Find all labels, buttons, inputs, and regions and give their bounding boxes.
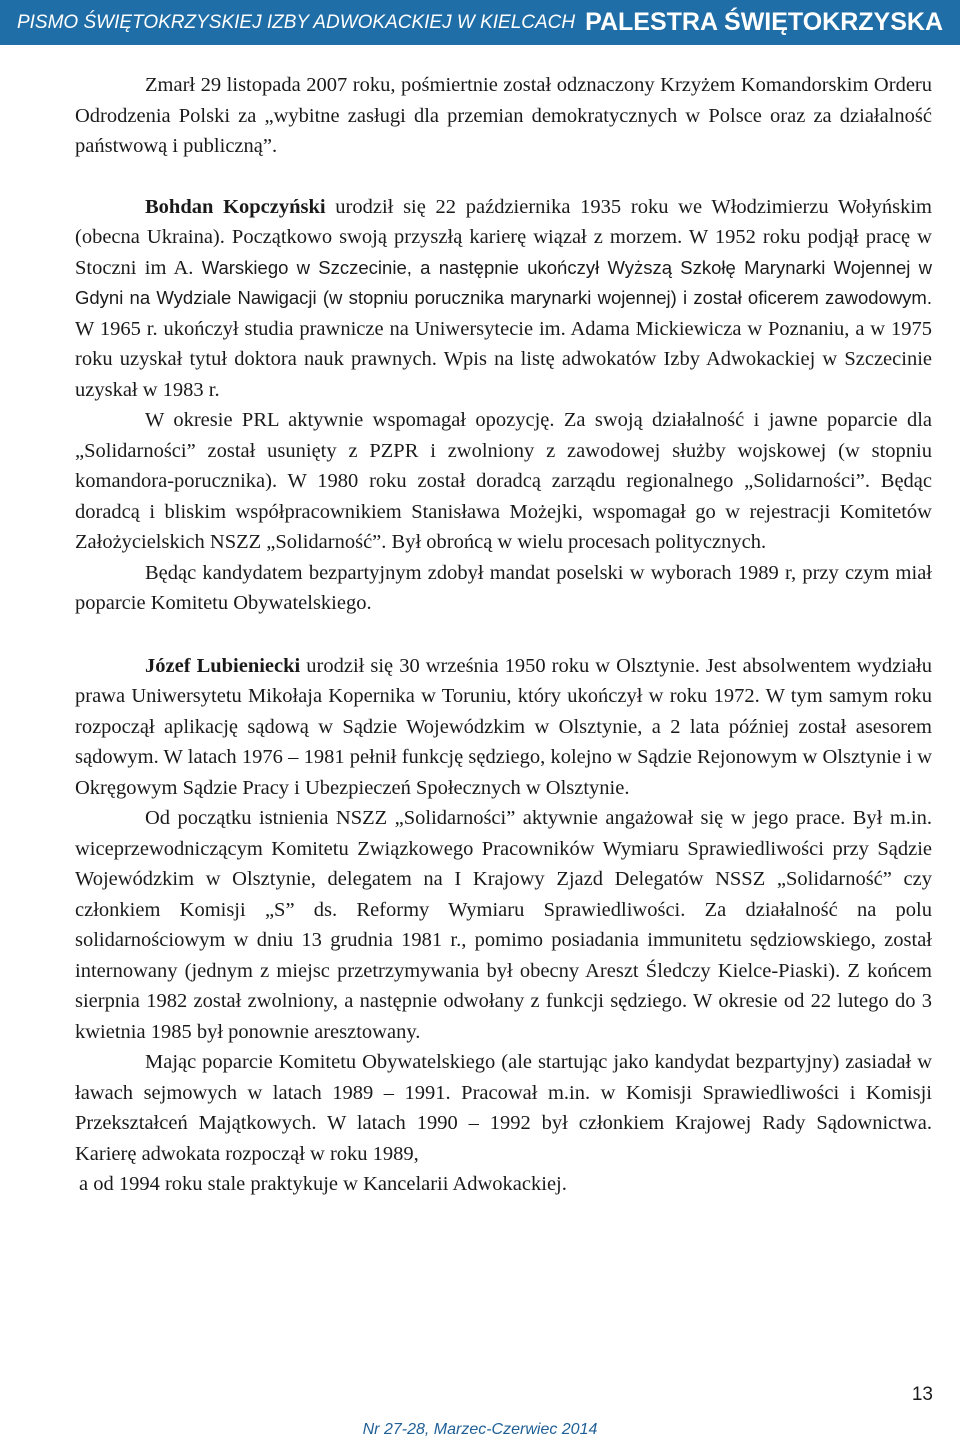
paragraph-death-award: Zmarł 29 listopada 2007 roku, pośmiertnie został odznaczony Krzyżem Komandorskim Orderu Odrodzenia Polski za „wybitne zasługi dla przemian demokratycznych w Polsce oraz za działalność państwową i publiczną”. <box>75 74 932 157</box>
paragraph-kopczynski-mandate: Będąc kandydatem bezpartyjnym zdobył mandat poselski w wyborach 1989 r, przy czym miał poparcie Komitetu Obywatelskiego. <box>75 561 932 614</box>
paragraph-lubieniecki-bio <box>75 651 932 804</box>
bio-text: urodził się 30 września 1950 roku w Olsztynie. Jest absolwentem wydziału prawa Uniwersytetu Mikołaja Kopernika w Toruniu, który ukończył w roku 1972. W tym samym roku rozpoczął aplikację sądową w Sądzie Wojewódzkim w Olsztynie, a 2 lata później został asesorem sądowym. W latach 1976 – 1981 pełnił funkcję sędziego, kolejno w Sądzie Rejonowym w Olsztynie i w Okręgowym Sądzie Pracy i Ubezpieczeń Społecznych w Olsztynie. <box>75 654 932 799</box>
paragraph-kopczynski-opposition: W okresie PRL aktywnie wspomagał opozycję. Za swoją działalność i jawne poparcie dla „Solidarności” został usunięty z PZPR i zwolniony z zawodowej służby wojskowej (w stopniu komandora-porucznika). W 1980 roku został doradcą zarządu regionalnego „Solidarności”. Będąc doradcą i bliskim współpracownikiem Stanisława Możejki, wspomagał go w rejestracji Komitetów Założycielskich NSZZ „Solidarność”. Był obrońcą w wielu procesach politycznych. <box>75 409 932 553</box>
paragraph-lubieniecki-practice: a od 1994 roku stale praktykuje w Kancelarii Adwokackiej. <box>79 1173 567 1195</box>
page-number: 13 <box>911 1384 933 1405</box>
paragraph-kopczynski-bio <box>75 192 932 406</box>
paragraph-lubieniecki-sejm: Mając poparcie Komitetu Obywatelskiego (ale startując jako kandydat bezpartyjny) zasiadał w ławach sejmowych w latach 1989 – 1991. Pracował m.in. w Komisji Sprawiedliwości i Komisji Przekształceń Majątkowych. W latach 1990 – 1992 był członkiem Krajowej Rady Sądownictwa. Karierę adwokata rozpoczął w roku 1989, <box>75 1051 932 1165</box>
issue-footer: Nr 27-28, Marzec-Czerwiec 2014 <box>362 1421 598 1438</box>
person-name-kopczynski: Bohdan Kopczyński <box>145 195 326 218</box>
page-header <box>0 0 960 45</box>
article-body <box>75 70 932 1200</box>
paragraph-lubieniecki-solidarity: Od początku istnienia NSZZ „Solidarności” aktywnie angażował się w jego prace. Był m.in. wiceprzewodniczącym Komitetu Związkowego Pracowników Wymiaru Sprawiedliwości przy Sądzie Wojewódzkim w Olsztynie, delegatem na I Krajowy Zjazd Delegatów NSSZ „Solidarność” czy członkiem Komisji „S” ds. Reformy Wymiaru Sprawiedliwości. Za działalność na polu solidarnościowym w dniu 13 grudnia 1981 r., pomimo posiadania immunitetu sędziowskiego, został internowany (jednym z miejsc przetrzymywania był obecny Areszt Śledczy Kielce-Piaski). Z końcem sierpnia 1982 został zwolniony, a następnie odwołany z funkcji sędziego. W okresie od 22 lutego do 3 kwietnia 1985 był ponownie aresztowany. <box>75 807 932 1043</box>
journal-subtitle: PISMO ŚWIĘTOKRZYSKIEJ IZBY ADWOKACKIEJ W KIELCACH <box>16 11 576 33</box>
journal-title: PALESTRA ŚWIĘTOKRZYSKA <box>585 8 944 36</box>
bio-text-part-2: Warskiego w Szczecinie, a następnie ukończył Wyższą Szkołę Marynarki Wojennej w Gdyni na Wydziale Nawigacji (w stopniu porucznika marynarki wojennej) i został oficerem zawodowym. <box>75 256 932 308</box>
bio-text-part-1: urodził się 22 października 1935 roku we Włodzimierzu Wołyńskim (obecna Ukraina). Początkowo swoją przyszłą karierę wiązał z morzem. W 1952 roku podjął pracę w Stoczni im A. <box>75 195 932 279</box>
bio-text-part-3: W 1965 r. ukończył studia prawnicze na Uniwersytecie im. Adama Mickiewicza w Poznaniu, a w 1975 roku uzyskał tytuł doktora nauk prawnych. Wpis na listę adwokatów Izby Adwokackiej w Szczecinie uzyskał w 1983 r. <box>75 317 932 401</box>
person-name-lubieniecki: Józef Lubieniecki <box>145 654 301 677</box>
